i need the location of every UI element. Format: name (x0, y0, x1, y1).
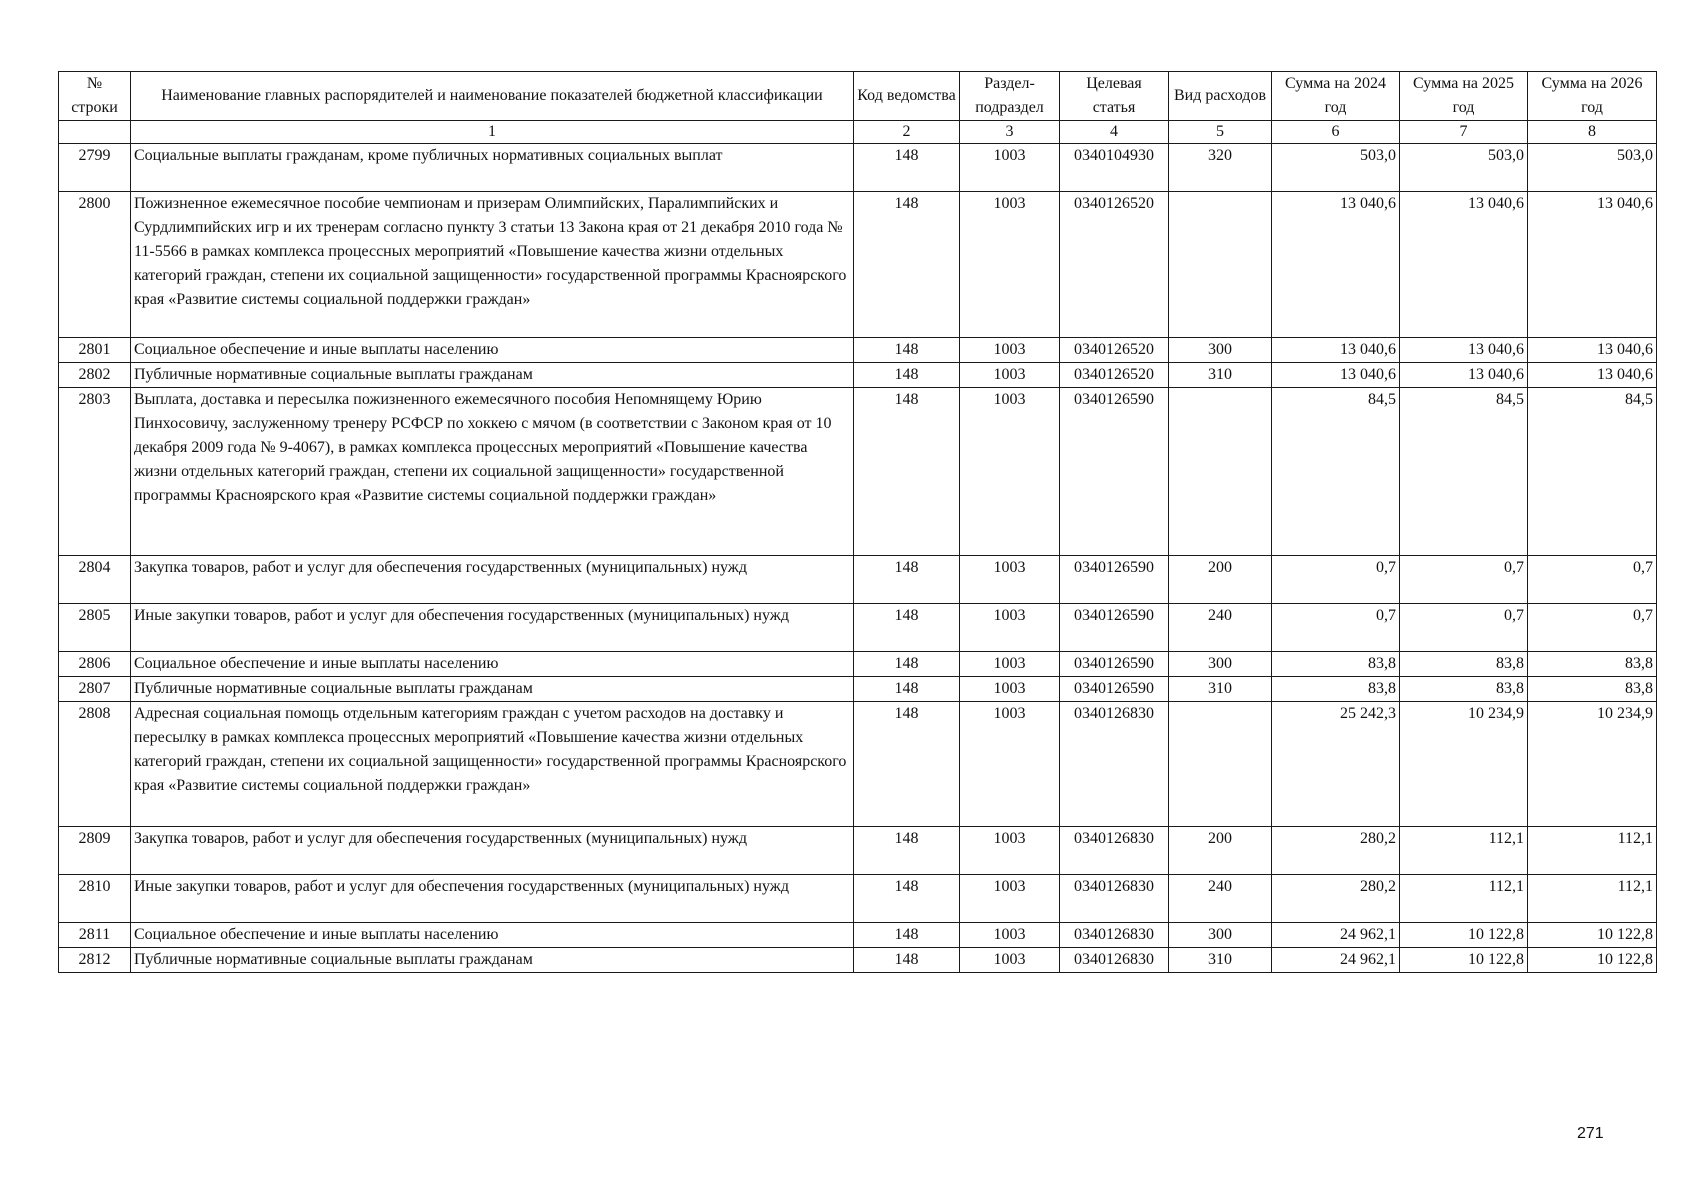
header-expense-kind: Вид расходов (1169, 72, 1272, 121)
header-row-number: № строки (59, 72, 131, 121)
row-number: 2811 (59, 923, 131, 948)
section-code: 1003 (960, 702, 1060, 827)
sum-2026: 10 122,8 (1528, 948, 1657, 973)
table-row (59, 875, 1657, 923)
indicator-name: Социальные выплаты гражданам, кроме публичных нормативных социальных выплат (131, 144, 854, 192)
budget-table (58, 71, 1657, 973)
sum-2025: 0,7 (1400, 604, 1528, 652)
expense-kind: 310 (1169, 677, 1272, 702)
dept-code: 148 (854, 604, 960, 652)
sum-2026: 13 040,6 (1528, 338, 1657, 363)
target-article: 0340126520 (1060, 192, 1169, 338)
sum-2026: 0,7 (1528, 604, 1657, 652)
target-article: 0340126520 (1060, 338, 1169, 363)
column-number: 7 (1400, 121, 1528, 144)
indicator-name: Пожизненное ежемесячное пособие чемпионам и призерам Олимпийских, Паралимпийских и Сурдлимпийских игр и их тренерам согласно пункту 3 статьи 13 Закона края от 21 декабря 2010 года № 11-5566 в рамках комплекса процессных мероприятий «Повышение качества жизни отдельных категорий граждан, степени их социальной защищенности» государственной программы Красноярского края «Развитие системы социальной поддержки граждан» (131, 192, 854, 338)
table-row (59, 702, 1657, 827)
column-number: 5 (1169, 121, 1272, 144)
sum-2024: 280,2 (1272, 827, 1400, 875)
column-number: 1 (131, 121, 854, 144)
table-row (59, 192, 1657, 338)
section-code: 1003 (960, 875, 1060, 923)
section-code: 1003 (960, 652, 1060, 677)
expense-kind: 240 (1169, 604, 1272, 652)
section-code: 1003 (960, 923, 1060, 948)
column-number: 8 (1528, 121, 1657, 144)
header-sum-2024: Сумма на 2024 год (1272, 72, 1400, 121)
dept-code: 148 (854, 363, 960, 388)
sum-2025: 0,7 (1400, 556, 1528, 604)
section-code: 1003 (960, 556, 1060, 604)
table-row (59, 652, 1657, 677)
target-article: 0340126830 (1060, 827, 1169, 875)
target-article: 0340126590 (1060, 556, 1169, 604)
sum-2026: 13 040,6 (1528, 363, 1657, 388)
sum-2024: 24 962,1 (1272, 948, 1400, 973)
target-article: 0340126830 (1060, 923, 1169, 948)
sum-2024: 0,7 (1272, 556, 1400, 604)
section-code: 1003 (960, 388, 1060, 556)
indicator-name: Адресная социальная помощь отдельным категориям граждан с учетом расходов на доставку и пересылку в рамках комплекса процессных мероприятий «Повышение качества жизни отдельных категорий граждан, степени их социальной защищенности» государственной программы Красноярского края «Развитие системы социальной поддержки граждан» (131, 702, 854, 827)
table-row (59, 604, 1657, 652)
column-number (59, 121, 131, 144)
header-row (59, 72, 1657, 121)
indicator-name: Иные закупки товаров, работ и услуг для обеспечения государственных (муниципальных) нужд (131, 875, 854, 923)
section-code: 1003 (960, 827, 1060, 875)
table-row (59, 677, 1657, 702)
row-number: 2807 (59, 677, 131, 702)
row-number: 2806 (59, 652, 131, 677)
table-row (59, 338, 1657, 363)
header-target-article: Целевая статья (1060, 72, 1169, 121)
sum-2025: 13 040,6 (1400, 363, 1528, 388)
section-code: 1003 (960, 338, 1060, 363)
dept-code: 148 (854, 702, 960, 827)
indicator-name: Иные закупки товаров, работ и услуг для обеспечения государственных (муниципальных) нужд (131, 604, 854, 652)
sum-2026: 83,8 (1528, 677, 1657, 702)
sum-2025: 10 122,8 (1400, 923, 1528, 948)
table-row (59, 388, 1657, 556)
table-row (59, 556, 1657, 604)
header-sum-2026: Сумма на 2026 год (1528, 72, 1657, 121)
row-number: 2808 (59, 702, 131, 827)
row-number: 2803 (59, 388, 131, 556)
target-article: 0340126590 (1060, 652, 1169, 677)
target-article: 0340126830 (1060, 702, 1169, 827)
sum-2024: 0,7 (1272, 604, 1400, 652)
sum-2024: 83,8 (1272, 677, 1400, 702)
sum-2025: 13 040,6 (1400, 192, 1528, 338)
column-number-row (59, 121, 1657, 144)
dept-code: 148 (854, 556, 960, 604)
row-number: 2809 (59, 827, 131, 875)
sum-2024: 24 962,1 (1272, 923, 1400, 948)
column-number: 6 (1272, 121, 1400, 144)
sum-2024: 13 040,6 (1272, 363, 1400, 388)
row-number: 2804 (59, 556, 131, 604)
sum-2024: 83,8 (1272, 652, 1400, 677)
dept-code: 148 (854, 192, 960, 338)
dept-code: 148 (854, 948, 960, 973)
expense-kind (1169, 192, 1272, 338)
indicator-name: Закупка товаров, работ и услуг для обеспечения государственных (муниципальных) нужд (131, 827, 854, 875)
indicator-name: Публичные нормативные социальные выплаты гражданам (131, 948, 854, 973)
header-section: Раздел-подраздел (960, 72, 1060, 121)
dept-code: 148 (854, 827, 960, 875)
indicator-name: Социальное обеспечение и иные выплаты населению (131, 652, 854, 677)
sum-2024: 13 040,6 (1272, 338, 1400, 363)
sum-2025: 84,5 (1400, 388, 1528, 556)
section-code: 1003 (960, 192, 1060, 338)
sum-2025: 83,8 (1400, 652, 1528, 677)
row-number: 2812 (59, 948, 131, 973)
dept-code: 148 (854, 677, 960, 702)
section-code: 1003 (960, 363, 1060, 388)
table-row (59, 923, 1657, 948)
dept-code: 148 (854, 875, 960, 923)
section-code: 1003 (960, 604, 1060, 652)
target-article: 0340126590 (1060, 677, 1169, 702)
sum-2025: 112,1 (1400, 875, 1528, 923)
row-number: 2805 (59, 604, 131, 652)
page-number: 271 (1577, 1125, 1604, 1142)
expense-kind: 200 (1169, 556, 1272, 604)
header-dept-code: Код ведомства (854, 72, 960, 121)
expense-kind: 300 (1169, 338, 1272, 363)
expense-kind (1169, 388, 1272, 556)
expense-kind: 300 (1169, 923, 1272, 948)
sum-2025: 503,0 (1400, 144, 1528, 192)
section-code: 1003 (960, 948, 1060, 973)
sum-2024: 13 040,6 (1272, 192, 1400, 338)
sum-2026: 503,0 (1528, 144, 1657, 192)
expense-kind: 200 (1169, 827, 1272, 875)
target-article: 0340126520 (1060, 363, 1169, 388)
dept-code: 148 (854, 338, 960, 363)
target-article: 0340126830 (1060, 875, 1169, 923)
sum-2024: 280,2 (1272, 875, 1400, 923)
indicator-name: Социальное обеспечение и иные выплаты населению (131, 923, 854, 948)
sum-2026: 83,8 (1528, 652, 1657, 677)
sum-2026: 112,1 (1528, 827, 1657, 875)
header-sum-2025: Сумма на 2025 год (1400, 72, 1528, 121)
indicator-name: Публичные нормативные социальные выплаты гражданам (131, 677, 854, 702)
row-number: 2802 (59, 363, 131, 388)
indicator-name: Закупка товаров, работ и услуг для обеспечения государственных (муниципальных) нужд (131, 556, 854, 604)
sum-2026: 0,7 (1528, 556, 1657, 604)
sum-2025: 13 040,6 (1400, 338, 1528, 363)
sum-2026: 13 040,6 (1528, 192, 1657, 338)
column-number: 4 (1060, 121, 1169, 144)
sum-2024: 25 242,3 (1272, 702, 1400, 827)
section-code: 1003 (960, 677, 1060, 702)
expense-kind: 310 (1169, 948, 1272, 973)
table-row (59, 948, 1657, 973)
indicator-name: Социальное обеспечение и иные выплаты населению (131, 338, 854, 363)
expense-kind: 310 (1169, 363, 1272, 388)
sum-2024: 84,5 (1272, 388, 1400, 556)
indicator-name: Публичные нормативные социальные выплаты гражданам (131, 363, 854, 388)
dept-code: 148 (854, 144, 960, 192)
sum-2026: 84,5 (1528, 388, 1657, 556)
table-body (59, 144, 1657, 973)
sum-2025: 112,1 (1400, 827, 1528, 875)
table-row (59, 144, 1657, 192)
sum-2026: 10 234,9 (1528, 702, 1657, 827)
section-code: 1003 (960, 144, 1060, 192)
sum-2024: 503,0 (1272, 144, 1400, 192)
target-article: 0340126590 (1060, 604, 1169, 652)
row-number: 2800 (59, 192, 131, 338)
sum-2025: 83,8 (1400, 677, 1528, 702)
target-article: 0340104930 (1060, 144, 1169, 192)
column-number: 3 (960, 121, 1060, 144)
indicator-name: Выплата, доставка и пересылка пожизненного ежемесячного пособия Непомнящему Юрию Пинхосовичу, заслуженному тренеру РСФСР по хоккею с мячом (в соответствии с Законом края от 10 декабря 2009 года № 9-4067), в рамках комплекса процессных мероприятий «Повышение качества жизни отдельных категорий граждан, степени их социальной защищенности» государственной программы Красноярского края «Развитие системы социальной поддержки граждан» (131, 388, 854, 556)
row-number: 2801 (59, 338, 131, 363)
target-article: 0340126590 (1060, 388, 1169, 556)
dept-code: 148 (854, 923, 960, 948)
sum-2026: 10 122,8 (1528, 923, 1657, 948)
expense-kind (1169, 702, 1272, 827)
target-article: 0340126830 (1060, 948, 1169, 973)
expense-kind: 240 (1169, 875, 1272, 923)
sum-2025: 10 234,9 (1400, 702, 1528, 827)
expense-kind: 300 (1169, 652, 1272, 677)
dept-code: 148 (854, 652, 960, 677)
table-row (59, 363, 1657, 388)
row-number: 2799 (59, 144, 131, 192)
sum-2025: 10 122,8 (1400, 948, 1528, 973)
table-row (59, 827, 1657, 875)
column-number: 2 (854, 121, 960, 144)
expense-kind: 320 (1169, 144, 1272, 192)
header-name: Наименование главных распорядителей и наименование показателей бюджетной классификации (131, 72, 854, 121)
sum-2026: 112,1 (1528, 875, 1657, 923)
dept-code: 148 (854, 388, 960, 556)
row-number: 2810 (59, 875, 131, 923)
